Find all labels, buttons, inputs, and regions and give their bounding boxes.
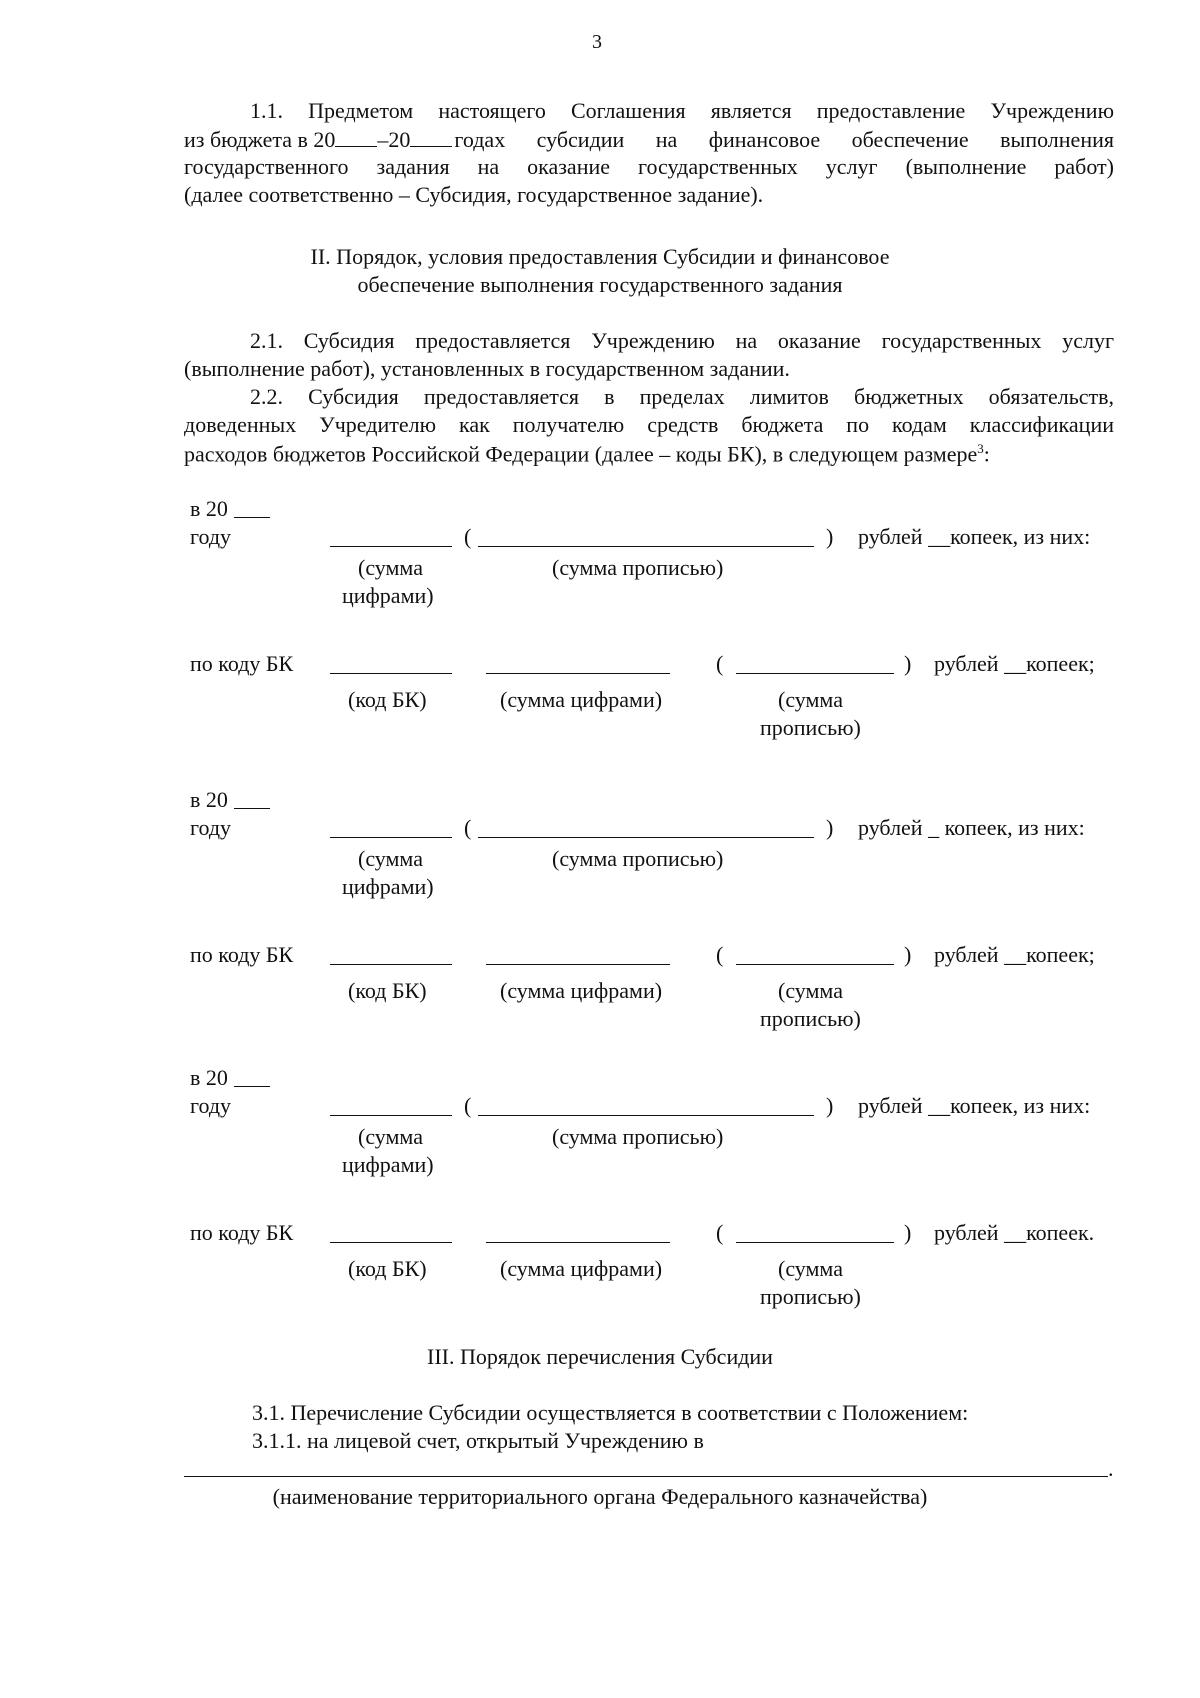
sum-words-blank[interactable]: [478, 546, 814, 547]
p2-2-line3: [184, 442, 990, 465]
bk-words-blank[interactable]: [736, 673, 894, 674]
bk-open-paren: (: [716, 651, 724, 676]
bk-words-blank[interactable]: [736, 964, 894, 965]
caption-bk-words-1: (сумма: [778, 687, 843, 712]
caption-sum-digits-1: (сумма: [358, 846, 423, 871]
bk-open-paren: (: [716, 942, 724, 967]
open-paren: (: [464, 524, 472, 549]
caption-sum-digits-1: (сумма: [358, 1124, 423, 1149]
year-blank[interactable]: [234, 808, 270, 809]
bk-label: по коду БК: [190, 1220, 294, 1245]
caption-bk-words-1: (сумма: [778, 978, 843, 1003]
open-paren: (: [464, 815, 472, 840]
caption-sum-words: (сумма прописью): [552, 1124, 724, 1149]
p2-2-line1: 2.2. Субсидия предоставляется в пределах лимитов бюджетных обязательств,: [250, 384, 1114, 409]
close-paren: ): [826, 815, 834, 840]
p2-1-line1: 2.1. Субсидия предоставляется Учреждению на оказание государственных услуг: [250, 328, 1114, 353]
section2-title-line2: обеспечение выполнения государственного задания: [357, 272, 843, 297]
bk-tail: рублей __копеек;: [934, 651, 1095, 676]
year-word: году: [190, 815, 232, 840]
bk-digits-blank[interactable]: [486, 673, 670, 674]
caption-bk-words-1: (сумма: [778, 1256, 843, 1281]
year-blank[interactable]: [234, 517, 270, 518]
p3-1-1: 3.1.1. на лицевой счет, открытый Учреждению в: [252, 1428, 704, 1453]
p1-1-line2: [184, 128, 1114, 151]
sum-digits-blank[interactable]: [330, 1115, 452, 1116]
p2-2-line3-end: :: [983, 441, 990, 467]
p1-1-line2-c: годах субсидии на финансовое обеспечение выполнения: [454, 127, 1114, 152]
line-end-period: .: [1108, 1456, 1114, 1481]
p1-1-line2-b: –20: [377, 127, 411, 152]
rubles-tail: рублей __копеек, из них:: [858, 1093, 1091, 1118]
p1-1-line1: 1.1. Предметом настоящего Соглашения является предоставление Учреждению: [250, 98, 1114, 123]
p2-2-line2: доведенных Учредителю как получателю средств бюджета по кодам классификации: [184, 412, 1114, 437]
year-to-blank: [410, 128, 452, 147]
sum-digits-blank[interactable]: [330, 837, 452, 838]
footnote-ref: 3: [977, 441, 984, 456]
sum-words-blank[interactable]: [478, 837, 814, 838]
bk-close-paren: ): [904, 651, 912, 676]
open-paren: (: [464, 1093, 472, 1118]
close-paren: ): [826, 1093, 834, 1118]
rubles-tail: рублей __копеек, из них:: [858, 524, 1091, 549]
caption-sum-digits-1: (сумма: [358, 555, 423, 580]
treasury-caption: (наименование территориального органа Федерального казначейства): [272, 1484, 928, 1509]
bk-words-blank[interactable]: [736, 1242, 894, 1243]
p1-1-line2-a: из бюджета в 20: [184, 127, 336, 152]
section2-title-line1: II. Порядок, условия предоставления Субсидии и финансовое: [310, 244, 890, 269]
p2-2-line3-text: расходов бюджетов Российской Федерации (далее – коды БК), в следующем размере: [184, 441, 978, 467]
p1-1-line3: государственного задания на оказание государственных услуг (выполнение работ): [184, 154, 1114, 179]
caption-sum-digits-2: цифрами): [342, 583, 434, 608]
caption-bk-digits: (сумма цифрами): [500, 1256, 663, 1281]
treasury-organ-blank[interactable]: [184, 1476, 1108, 1477]
year-word: году: [190, 524, 232, 549]
bk-tail: рублей __копеек.: [934, 1220, 1095, 1245]
caption-sum-words: (сумма прописью): [552, 846, 724, 871]
p1-1-line4: (далее соответственно – Субсидия, государственное задание).: [184, 182, 764, 207]
bk-code-blank[interactable]: [330, 673, 452, 674]
caption-sum-digits-2: цифрами): [342, 1152, 434, 1177]
caption-code: (код БК): [348, 687, 427, 712]
bk-digits-blank[interactable]: [486, 964, 670, 965]
year-word: году: [190, 1093, 232, 1118]
caption-code: (код БК): [348, 1256, 427, 1281]
bk-close-paren: ): [904, 1220, 912, 1245]
p2-1-line2: (выполнение работ), установленных в государственном задании.: [184, 356, 790, 381]
year-blank[interactable]: [234, 1086, 270, 1087]
rubles-tail: рублей _ копеек, из них:: [858, 815, 1085, 840]
bk-label: по коду БК: [190, 651, 294, 676]
bk-code-blank[interactable]: [330, 1242, 452, 1243]
caption-bk-digits: (сумма цифрами): [500, 687, 663, 712]
sum-digits-blank[interactable]: [330, 546, 452, 547]
page-number: 3: [592, 31, 602, 53]
close-paren: ): [826, 524, 834, 549]
section3-title: III. Порядок перечисления Субсидии: [427, 1344, 773, 1369]
bk-open-paren: (: [716, 1220, 724, 1245]
bk-code-blank[interactable]: [330, 964, 452, 965]
caption-sum-words: (сумма прописью): [552, 555, 724, 580]
sum-words-blank[interactable]: [478, 1115, 814, 1116]
caption-code: (код БК): [348, 978, 427, 1003]
year-label: в 20: [190, 787, 228, 812]
bk-label: по коду БК: [190, 942, 294, 967]
caption-bk-words-2: прописью): [760, 1284, 861, 1309]
caption-bk-words-2: прописью): [760, 1006, 861, 1031]
bk-tail: рублей __копеек;: [934, 942, 1095, 967]
year-label: в 20: [190, 496, 228, 521]
bk-close-paren: ): [904, 942, 912, 967]
year-label: в 20: [190, 1065, 228, 1090]
caption-bk-words-2: прописью): [760, 715, 861, 740]
caption-bk-digits: (сумма цифрами): [500, 978, 663, 1003]
p3-1: 3.1. Перечисление Субсидии осуществляется в соответствии с Положением:: [252, 1400, 969, 1425]
year-from-blank: [335, 128, 377, 147]
caption-sum-digits-2: цифрами): [342, 874, 434, 899]
bk-digits-blank[interactable]: [486, 1242, 670, 1243]
